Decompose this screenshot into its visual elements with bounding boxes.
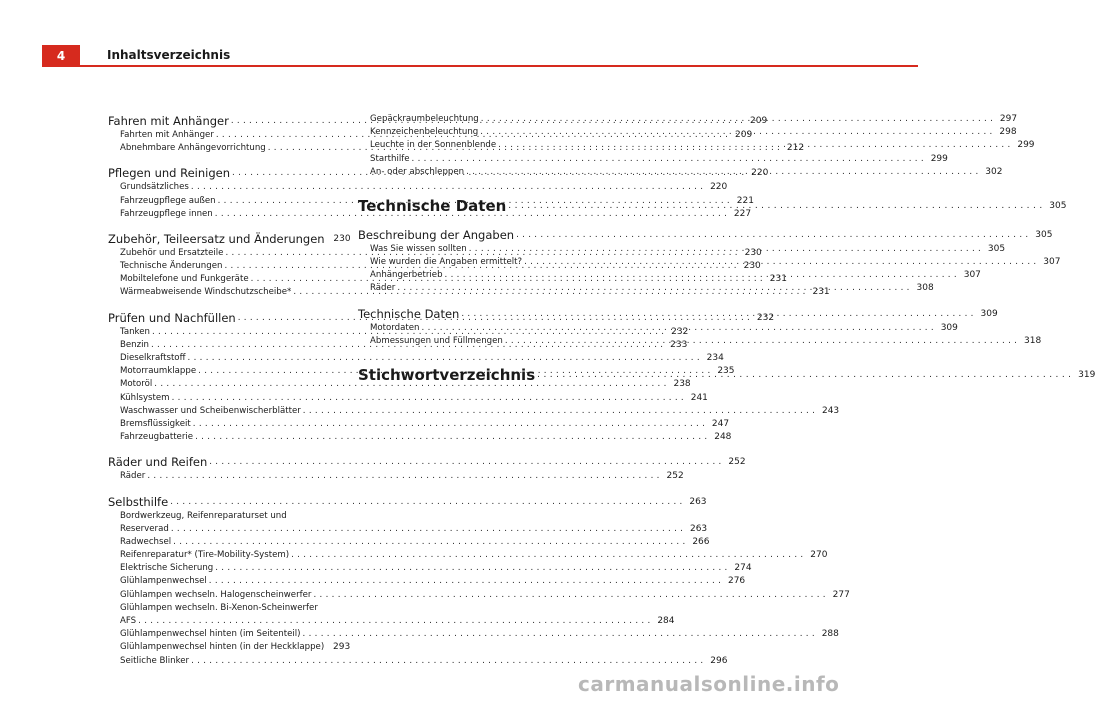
- dot-leader: [215, 562, 727, 575]
- toc-entry[interactable]: [108, 510, 708, 536]
- toc-entry-label: Motoröl: [120, 379, 153, 390]
- toc-page-number: 235: [717, 366, 735, 377]
- toc-entry[interactable]: [108, 641, 351, 654]
- dot-leader: [508, 195, 1042, 217]
- toc-entry-label: Räder: [370, 283, 396, 294]
- toc-page-number: 209: [750, 116, 768, 126]
- toc-entry-label: Selbsthilfe: [108, 494, 169, 509]
- toc-chapter[interactable]: [108, 231, 351, 247]
- toc-page-number: 231: [769, 274, 787, 285]
- toc-entry-label: Starthilfe: [370, 153, 410, 164]
- toc-entry-label: Kühlsystem: [120, 392, 170, 403]
- toc-entry-label: Bordwerkzeug, Reifenreparaturset und: [120, 510, 287, 521]
- toc-entry-label: Räder und Reifen: [108, 455, 208, 470]
- toc-entry-label: Technische Daten: [358, 196, 507, 215]
- toc-entry-label: Glühlampen wechseln. Halogenscheinwerfer: [120, 589, 312, 600]
- toc-entry-label: Anhängerbetrieb: [370, 270, 443, 281]
- toc-entry[interactable]: [108, 418, 730, 431]
- toc-entry-label: Seitliche Blinker: [120, 655, 190, 666]
- dot-leader: [147, 470, 659, 483]
- dot-leader: [480, 126, 992, 139]
- toc-entry-label: Tanken: [120, 326, 150, 337]
- toc-page-number: 276: [727, 576, 746, 587]
- toc-page-number: 299: [930, 153, 948, 164]
- toc-entry-label: Abnehmbare Anhängevorrichtung: [120, 143, 266, 154]
- dot-leader: [171, 523, 683, 536]
- toc-entry-label: Mobiltelefone und Funkgeräte: [120, 274, 249, 285]
- toc-entry-label: Fahrzeugpflege innen: [120, 208, 213, 219]
- toc-page-number: 309: [980, 308, 998, 319]
- toc-entry-label: Benzin: [120, 339, 149, 350]
- dot-leader: [138, 615, 650, 628]
- toc-entry[interactable]: [108, 378, 691, 391]
- toc-page-number: 270: [810, 550, 828, 561]
- toc-chapter[interactable]: [108, 454, 746, 470]
- toc-entry-label: Motorraumklappe: [120, 366, 197, 377]
- dot-leader: [193, 418, 705, 431]
- toc-page-number: 220: [751, 168, 769, 179]
- toc-page-number: 305: [987, 243, 1006, 254]
- toc-entry-label: Zubehör, Teileersatz und Änderungen: [108, 231, 325, 246]
- toc-entry[interactable]: [108, 562, 752, 575]
- toc-entry[interactable]: [108, 181, 728, 194]
- dot-leader: [537, 364, 1071, 386]
- toc-chapter[interactable]: [358, 227, 1053, 243]
- toc-entry-label: Radwechsel: [120, 536, 172, 547]
- toc-entry-label: Elektrische Sicherung: [120, 563, 214, 574]
- dot-leader: [461, 306, 973, 322]
- toc-entry-label: Räder: [120, 471, 146, 482]
- dot-leader: [170, 494, 682, 510]
- toc-page-number: 318: [1024, 335, 1042, 346]
- toc-page-number: 277: [832, 589, 850, 600]
- toc-page-number: 298: [999, 127, 1017, 138]
- toc-page-number: 234: [706, 353, 724, 364]
- toc-page-number: 252: [728, 457, 746, 468]
- toc-page-number: 252: [666, 471, 684, 482]
- toc-page-number: 231: [812, 287, 830, 298]
- toc-entry-line: [120, 615, 675, 628]
- toc-entry-label: Technische Daten: [358, 306, 460, 321]
- toc-entry[interactable]: [108, 589, 850, 602]
- toc-page-number: 307: [963, 270, 981, 281]
- toc-page-number: 274: [734, 563, 752, 574]
- toc-page-number: 263: [689, 523, 708, 534]
- toc-entry[interactable]: [108, 576, 746, 589]
- toc-entry-label: Leuchte in der Sonnenblende: [370, 140, 497, 151]
- toc-entry-label: Zubehör und Ersatzteile: [120, 247, 224, 258]
- toc-entry-label: Kennzeichenbeleuchtung: [370, 127, 479, 138]
- dot-leader: [445, 269, 957, 282]
- toc-entry[interactable]: [108, 392, 708, 405]
- toc-entry-label: Stichwortverzeichnis: [358, 366, 536, 385]
- toc-page-number: 296: [710, 655, 728, 666]
- toc-chapter[interactable]: [108, 494, 707, 510]
- toc-entry-label: Glühlampenwechsel: [120, 576, 207, 587]
- toc-entry-label: An- oder abschleppen: [370, 166, 465, 177]
- toc-page-number: 263: [689, 496, 707, 507]
- toc-page-number: 307: [1043, 257, 1061, 268]
- toc-entry-label: Fahrten mit Anhänger: [120, 129, 214, 140]
- toc-entry-label: Gepäckraumbeleuchtung: [370, 113, 479, 124]
- page-title: Inhaltsverzeichnis: [107, 48, 231, 62]
- toc-page-number: 293: [333, 642, 351, 653]
- toc-entry-label: Fahrzeugpflege außen: [120, 195, 216, 206]
- dot-leader: [481, 113, 993, 126]
- toc-page-number: 284: [657, 616, 675, 627]
- toc-entry[interactable]: [108, 602, 675, 628]
- toc-page-number: 319: [1078, 370, 1095, 381]
- dot-leader: [173, 536, 685, 549]
- toc-entry-label: Pflegen und Reinigen: [108, 166, 230, 181]
- toc-page-number: 230: [333, 233, 351, 244]
- toc-page-number: 302: [985, 166, 1003, 177]
- dot-leader: [412, 153, 924, 166]
- toc-page-number: 299: [1017, 140, 1035, 151]
- toc-entry-label: Wie wurden die Angaben ermittelt?: [370, 257, 523, 268]
- toc-page-number: 247: [711, 418, 730, 429]
- toc-page-number: 230: [743, 261, 761, 272]
- toc-entry-label: Waschwasser und Scheibenwischerblätter: [120, 405, 301, 416]
- toc-page-number: 227: [733, 208, 752, 219]
- toc-page-number: 305: [1035, 229, 1053, 240]
- toc-page-number: 230: [744, 247, 762, 258]
- toc-entry-label: Was Sie wissen sollten: [370, 243, 467, 254]
- toc-entry[interactable]: [108, 470, 684, 483]
- dot-leader: [505, 335, 1017, 348]
- toc-page-number: 221: [736, 195, 754, 206]
- toc-entry-label: Grundsätzliches: [120, 182, 189, 193]
- page-number: 4: [42, 45, 80, 67]
- toc-page-number: 241: [690, 392, 708, 403]
- header-rule: [80, 65, 918, 67]
- toc-entry-label: Reserverad: [120, 523, 169, 534]
- toc-entry-label: Bremsflüssigkeit: [120, 418, 191, 429]
- toc-entry-label: Abmessungen und Füllmengen: [370, 335, 503, 346]
- dot-leader: [195, 431, 707, 444]
- toc-entry[interactable]: [108, 628, 839, 641]
- dot-leader: [466, 166, 978, 179]
- toc-entry-label: Technische Änderungen: [120, 261, 223, 272]
- toc-page-number: 266: [692, 536, 710, 547]
- dot-leader: [209, 454, 721, 470]
- toc-entry[interactable]: [108, 352, 724, 365]
- toc-page-number: 297: [999, 113, 1018, 124]
- toc-entry-label: Glühlampenwechsel hinten (in der Heckklappe): [120, 642, 325, 653]
- toc-entry[interactable]: [108, 549, 828, 562]
- toc-entry[interactable]: [108, 536, 710, 549]
- toc-page-number: 238: [673, 379, 691, 390]
- toc-page-number: 232: [671, 326, 689, 337]
- toc-page-number: 243: [821, 405, 840, 416]
- toc-page-number: 232: [756, 312, 775, 323]
- toc-entry-label: AFS: [120, 616, 137, 627]
- toc-entry-label: Dieselkraftstoff: [120, 353, 186, 364]
- toc-page-number: 209: [735, 129, 753, 140]
- toc-entry[interactable]: [108, 208, 752, 221]
- toc-entry-label: Fahren mit Anhänger: [108, 114, 229, 128]
- toc-entry-line: [120, 523, 708, 536]
- toc-entry-label: Motordaten: [370, 322, 420, 333]
- dot-leader: [303, 628, 815, 641]
- watermark: carmanualsonline.info: [578, 672, 840, 696]
- toc-page-number: 248: [714, 432, 732, 443]
- dot-leader: [303, 405, 815, 418]
- toc-entry-label: Fahrzeugbatterie: [120, 432, 194, 443]
- toc-page-number: 220: [710, 182, 728, 193]
- dot-leader: [516, 227, 1028, 243]
- toc-page-number: 288: [821, 629, 839, 640]
- dot-leader: [397, 282, 909, 295]
- dot-leader: [524, 256, 1036, 269]
- toc-entry[interactable]: [108, 431, 732, 444]
- toc-entry-label: Prüfen und Nachfüllen: [108, 310, 236, 325]
- dot-leader: [209, 575, 721, 588]
- dot-leader: [172, 392, 684, 405]
- toc-entry-label: Glühlampenwechsel hinten (im Seitenteil): [120, 629, 301, 640]
- toc-entry[interactable]: [108, 655, 728, 668]
- page-header: [42, 45, 918, 67]
- toc-entry-label: Beschreibung der Angaben: [358, 227, 515, 242]
- dot-leader: [313, 589, 825, 602]
- toc-entry-label: Glühlampen wechseln. Bi-Xenon-Scheinwerfer: [120, 602, 318, 613]
- dot-leader: [498, 139, 1010, 152]
- dot-leader: [422, 322, 934, 335]
- toc-page-number: 308: [916, 283, 934, 294]
- toc-page-number: 212: [786, 143, 805, 154]
- toc-page-number: 309: [940, 322, 958, 333]
- dot-leader: [469, 243, 981, 256]
- toc-page-number: 305: [1049, 200, 1067, 211]
- toc-page-number: 233: [670, 339, 688, 350]
- dot-leader: [291, 549, 803, 562]
- toc-entry[interactable]: [108, 405, 840, 418]
- toc-entry-label: Wärmeabweisende Windschutzscheibe*: [120, 287, 292, 298]
- dot-leader: [191, 655, 703, 668]
- toc-entry[interactable]: [358, 153, 948, 166]
- toc-entry-label: Reifenreparatur* (Tire-Mobility-System): [120, 550, 290, 561]
